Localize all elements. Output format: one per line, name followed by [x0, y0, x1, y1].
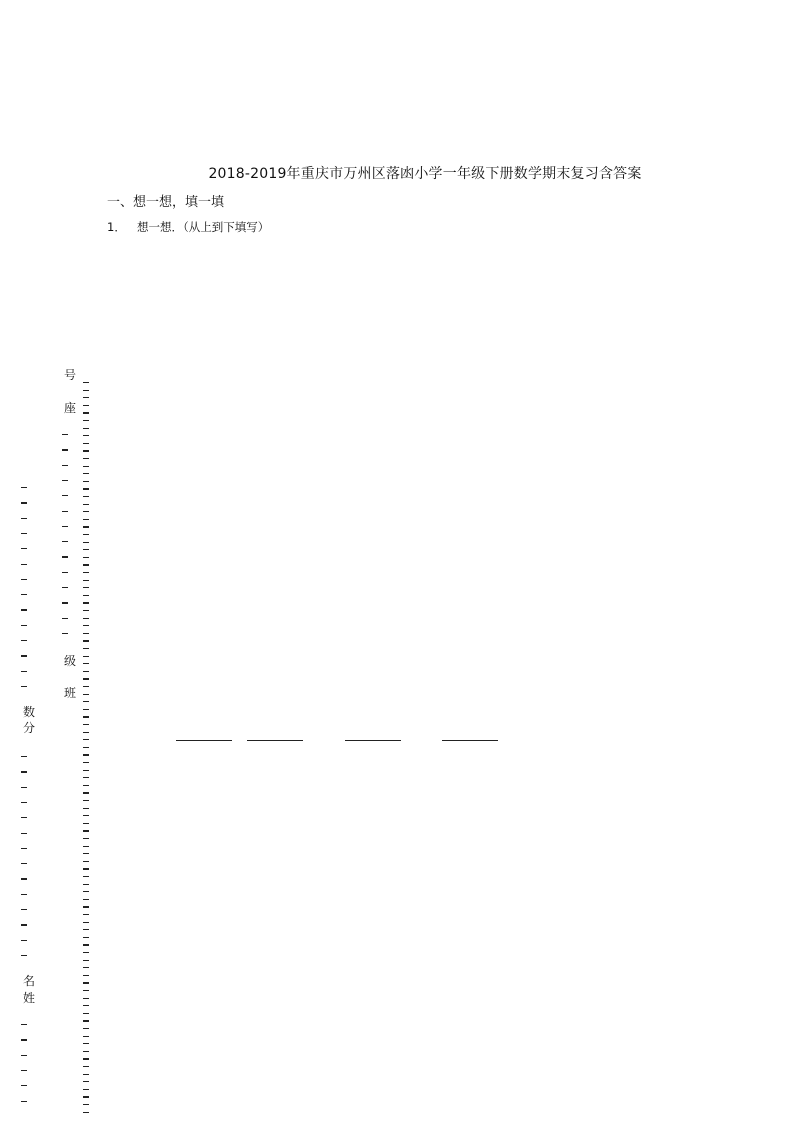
binding-dash — [21, 518, 27, 519]
binding-dash — [21, 894, 27, 895]
binding-dash — [21, 1039, 27, 1040]
binding-dash — [83, 625, 89, 626]
binding-dash — [83, 412, 89, 413]
seat-label-char-1: 号 — [64, 368, 77, 382]
answer-blank-2[interactable] — [247, 740, 303, 741]
binding-dash — [83, 815, 89, 816]
binding-dash — [83, 891, 89, 892]
binding-dash — [83, 382, 89, 383]
binding-dash — [21, 924, 27, 925]
binding-dash — [83, 944, 89, 945]
binding-dash-column-middle — [62, 0, 72, 1124]
binding-dash — [83, 602, 89, 603]
binding-dash — [83, 884, 89, 885]
binding-dash — [21, 817, 27, 818]
binding-dash — [21, 940, 27, 941]
binding-dash — [83, 701, 89, 702]
name-label-char-2: 姓 — [23, 991, 36, 1005]
binding-dash — [83, 1066, 89, 1067]
binding-dash — [83, 1028, 89, 1029]
binding-dash — [62, 618, 68, 619]
binding-dash — [21, 579, 27, 580]
binding-dash — [83, 640, 89, 641]
binding-dash — [62, 572, 68, 573]
binding-dash — [83, 830, 89, 831]
answer-blank-4[interactable] — [442, 740, 498, 741]
binding-dash — [83, 435, 89, 436]
binding-dash — [83, 876, 89, 877]
binding-dash — [83, 564, 89, 565]
binding-dash — [21, 502, 27, 503]
binding-dash — [83, 990, 89, 991]
question-1 — [107, 219, 269, 235]
binding-dash — [62, 449, 68, 450]
class-label-char-2: 班 — [64, 686, 77, 700]
binding-dash — [83, 724, 89, 725]
binding-dash — [83, 754, 89, 755]
binding-dash — [83, 770, 89, 771]
binding-dash — [83, 1081, 89, 1082]
binding-dash — [83, 899, 89, 900]
binding-dash — [83, 473, 89, 474]
binding-dash — [83, 800, 89, 801]
binding-dash — [83, 709, 89, 710]
answer-blank-1[interactable] — [176, 740, 232, 741]
binding-dash — [62, 633, 68, 634]
binding-dash — [83, 504, 89, 505]
binding-dash — [21, 1024, 27, 1025]
binding-dash — [83, 1058, 89, 1059]
binding-dash — [21, 564, 27, 565]
binding-dash — [83, 534, 89, 535]
binding-dash — [21, 640, 27, 641]
binding-dash — [83, 1096, 89, 1097]
binding-dash — [83, 998, 89, 999]
binding-dash — [83, 1089, 89, 1090]
binding-dash — [83, 443, 89, 444]
binding-dash — [83, 982, 89, 983]
binding-dash — [83, 580, 89, 581]
binding-dash — [83, 739, 89, 740]
binding-dash — [83, 1005, 89, 1006]
binding-dash — [62, 511, 68, 512]
binding-dash — [83, 428, 89, 429]
binding-dash — [83, 481, 89, 482]
binding-dash — [83, 678, 89, 679]
binding-dash — [21, 909, 27, 910]
binding-dash — [83, 397, 89, 398]
question-text: 想一想．（从上到下填写） — [137, 220, 270, 234]
binding-dash — [83, 450, 89, 451]
binding-dash — [21, 625, 27, 626]
binding-dash — [21, 756, 27, 757]
section-heading: 一、想一想，填一填 — [107, 195, 225, 210]
binding-dash — [62, 541, 68, 542]
binding-dash — [83, 1104, 89, 1105]
binding-dash — [83, 960, 89, 961]
binding-dash — [21, 1085, 27, 1086]
binding-dash — [83, 618, 89, 619]
binding-dash — [21, 594, 27, 595]
binding-dash — [83, 686, 89, 687]
binding-dash — [62, 587, 68, 588]
binding-dash — [83, 572, 89, 573]
binding-dash — [21, 833, 27, 834]
binding-dash — [83, 1051, 89, 1052]
binding-dash — [83, 420, 89, 421]
binding-dash — [83, 488, 89, 489]
binding-dash — [83, 785, 89, 786]
binding-dash — [83, 762, 89, 763]
name-label-char-1: 名 — [23, 974, 36, 988]
binding-dash-column-left — [21, 0, 31, 1124]
binding-dash — [62, 434, 68, 435]
binding-dash — [83, 405, 89, 406]
document-title: 2018-2019年重庆市万州区落凼小学一年级下册数学期末复习含答案 — [208, 166, 642, 182]
binding-dash — [21, 955, 27, 956]
binding-dash — [83, 747, 89, 748]
binding-dash — [83, 952, 89, 953]
binding-dash — [83, 914, 89, 915]
binding-dash — [83, 1112, 89, 1113]
binding-dash — [83, 732, 89, 733]
binding-dash — [83, 557, 89, 558]
binding-dash — [83, 1036, 89, 1037]
binding-dash — [83, 671, 89, 672]
binding-dash — [83, 458, 89, 459]
binding-dash — [21, 609, 27, 610]
binding-dash — [83, 1043, 89, 1044]
answer-blank-3[interactable] — [345, 740, 401, 741]
binding-dash — [21, 863, 27, 864]
binding-dash — [83, 868, 89, 869]
binding-dash — [83, 906, 89, 907]
binding-dash — [62, 602, 68, 603]
binding-dash — [83, 663, 89, 664]
binding-dash — [21, 771, 27, 772]
binding-dash — [83, 656, 89, 657]
binding-dash — [21, 787, 27, 788]
binding-dash-column-right — [83, 0, 93, 1124]
binding-dash — [83, 975, 89, 976]
binding-dash — [83, 937, 89, 938]
binding-dash — [62, 480, 68, 481]
binding-dash — [83, 846, 89, 847]
binding-dash — [62, 526, 68, 527]
binding-dash — [21, 533, 27, 534]
score-label-char-1: 数 — [23, 705, 36, 719]
binding-dash — [21, 548, 27, 549]
binding-dash — [83, 777, 89, 778]
binding-dash — [21, 671, 27, 672]
binding-dash — [21, 848, 27, 849]
binding-dash — [21, 686, 27, 687]
binding-dash — [83, 519, 89, 520]
binding-dash — [83, 496, 89, 497]
binding-dash — [83, 526, 89, 527]
question-number: 1． — [107, 220, 126, 234]
binding-dash — [21, 655, 27, 656]
binding-dash — [83, 587, 89, 588]
binding-dash — [83, 610, 89, 611]
binding-dash — [83, 694, 89, 695]
binding-dash — [62, 495, 68, 496]
binding-dash — [21, 802, 27, 803]
binding-dash — [21, 1070, 27, 1071]
binding-dash — [83, 792, 89, 793]
binding-dash — [83, 922, 89, 923]
binding-dash — [83, 542, 89, 543]
score-label-char-2: 分 — [23, 721, 36, 735]
binding-dash — [83, 929, 89, 930]
binding-dash — [83, 595, 89, 596]
binding-dash — [83, 390, 89, 391]
binding-dash — [83, 853, 89, 854]
binding-dash — [21, 1101, 27, 1102]
binding-dash — [62, 556, 68, 557]
binding-dash — [83, 1013, 89, 1014]
class-label-char-1: 级 — [64, 654, 77, 668]
binding-dash — [83, 967, 89, 968]
binding-dash — [83, 808, 89, 809]
binding-dash — [21, 1055, 27, 1056]
binding-dash — [21, 878, 27, 879]
seat-label-char-2: 座 — [64, 401, 77, 415]
binding-dash — [83, 861, 89, 862]
binding-dash — [83, 648, 89, 649]
binding-dash — [83, 823, 89, 824]
binding-dash — [83, 633, 89, 634]
binding-dash — [21, 487, 27, 488]
binding-dash — [83, 549, 89, 550]
binding-dash — [83, 466, 89, 467]
binding-dash — [83, 1074, 89, 1075]
binding-dash — [83, 1020, 89, 1021]
binding-dash — [62, 465, 68, 466]
binding-dash — [83, 838, 89, 839]
binding-dash — [83, 511, 89, 512]
binding-dash — [83, 716, 89, 717]
